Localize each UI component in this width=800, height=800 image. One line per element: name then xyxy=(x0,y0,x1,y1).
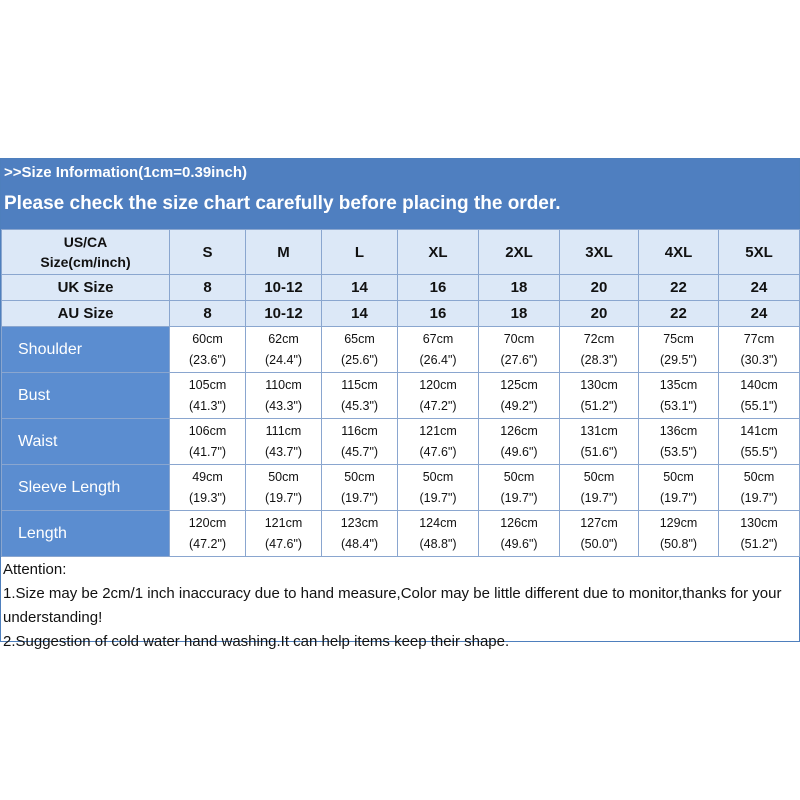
cm-value: 130cm xyxy=(740,515,778,530)
cm-value: 49cm xyxy=(192,469,223,484)
cm-value: 130cm xyxy=(580,377,618,392)
inch-value: (19.7") xyxy=(580,490,618,505)
inch-value: (50.0") xyxy=(580,536,618,551)
size-chart-panel xyxy=(0,158,800,650)
cm-value: 120cm xyxy=(419,377,457,392)
cm-value: 135cm xyxy=(659,377,698,392)
measurement-row xyxy=(2,465,800,511)
measurement-label: Bust xyxy=(2,373,170,419)
measurement-cell xyxy=(479,419,560,465)
measurement-cell xyxy=(398,465,479,511)
cm-value: 136cm xyxy=(659,423,698,438)
inch-value: (45.3") xyxy=(340,398,379,413)
note-measure-accuracy: 1.Size may be 2cm/1 inch inaccuracy due to hand measure,Color may be little different due to monitor,thanks for your understanding! xyxy=(3,585,782,626)
inch-value: (47.6") xyxy=(264,536,303,551)
measurement-cell xyxy=(398,373,479,419)
cm-value: 50cm xyxy=(583,469,615,484)
measurement-cell xyxy=(639,465,719,511)
inch-value: (26.4") xyxy=(419,352,457,367)
cm-value: 120cm xyxy=(188,515,227,530)
inch-value: (23.6") xyxy=(188,352,227,367)
cm-value: 75cm xyxy=(663,331,694,346)
cm-value: 121cm xyxy=(419,423,457,438)
au-size-cell: 18 xyxy=(479,301,560,327)
inch-value: (43.7") xyxy=(264,444,303,459)
uk-size-cell: 18 xyxy=(479,275,560,301)
measurement-cell xyxy=(246,511,322,557)
uk-size-cell: 8 xyxy=(170,275,246,301)
measurement-cell xyxy=(170,327,246,373)
cm-value: 115cm xyxy=(341,377,378,392)
measurement-cell xyxy=(322,465,398,511)
measurement-cell xyxy=(170,465,246,511)
measurement-cell xyxy=(398,419,479,465)
inch-value: (55.1") xyxy=(740,398,778,413)
attention-notes xyxy=(1,557,799,654)
cm-value: 50cm xyxy=(422,469,454,484)
measurement-cell xyxy=(246,373,322,419)
measurement-cell xyxy=(719,327,800,373)
measurement-cell xyxy=(322,419,398,465)
size-header-cell: 3XL xyxy=(560,230,639,275)
inch-value: (47.6") xyxy=(419,444,457,459)
inch-value: (47.2") xyxy=(419,398,457,413)
measurement-cell xyxy=(560,511,639,557)
cm-value: 140cm xyxy=(740,377,778,392)
measurement-cell xyxy=(639,511,719,557)
uk-size-cell: 20 xyxy=(560,275,639,301)
au-size-cell: 14 xyxy=(322,301,398,327)
cm-value: 131cm xyxy=(580,423,618,438)
measurement-cell xyxy=(170,419,246,465)
size-header-cell: 4XL xyxy=(639,230,719,275)
inch-value: (48.8") xyxy=(419,536,457,551)
cm-value: 124cm xyxy=(419,515,457,530)
au-size-cell: 22 xyxy=(639,301,719,327)
measurement-cell xyxy=(639,373,719,419)
measurement-cell xyxy=(322,327,398,373)
cm-value: 123cm xyxy=(340,515,379,530)
measurement-cell xyxy=(719,419,800,465)
inch-value: (27.6") xyxy=(500,352,538,367)
measurement-label: Shoulder xyxy=(2,327,170,373)
inch-value: (19.7") xyxy=(419,490,457,505)
cm-value: 127cm xyxy=(580,515,618,530)
measurement-cell xyxy=(719,373,800,419)
measurement-cell xyxy=(719,465,800,511)
us-size-label xyxy=(2,230,170,275)
measurement-cell xyxy=(246,465,322,511)
inch-value: (25.6") xyxy=(340,352,379,367)
cm-value: 106cm xyxy=(188,423,227,438)
inch-value: (53.1") xyxy=(659,398,698,413)
measurement-row xyxy=(2,419,800,465)
inch-value: (51.6") xyxy=(580,444,618,459)
inch-value: (29.5") xyxy=(659,352,698,367)
measurement-cell xyxy=(560,419,639,465)
measurement-cell xyxy=(170,373,246,419)
note-washing: 2.Suggestion of cold water hand washing.It can help items keep their shape. xyxy=(3,633,510,650)
uk-size-cell: 16 xyxy=(398,275,479,301)
measurement-cell xyxy=(719,511,800,557)
inch-value: (47.2") xyxy=(188,536,227,551)
inch-value: (24.4") xyxy=(264,352,303,367)
cm-value: 141cm xyxy=(740,423,778,438)
au-size-row xyxy=(2,301,800,327)
inch-value: (55.5") xyxy=(740,444,778,459)
measurement-cell xyxy=(322,373,398,419)
cm-value: 50cm xyxy=(663,469,694,484)
cm-value: 105cm xyxy=(188,377,227,392)
measurement-cell xyxy=(479,465,560,511)
measurement-label: Length xyxy=(2,511,170,557)
cm-value: 62cm xyxy=(268,331,299,346)
inch-value: (49.2") xyxy=(500,398,538,413)
measurement-label: Waist xyxy=(2,419,170,465)
measurement-cell xyxy=(639,327,719,373)
cm-value: 125cm xyxy=(500,377,538,392)
inch-value: (53.5") xyxy=(659,444,698,459)
au-size-cell: 20 xyxy=(560,301,639,327)
au-size-cell: 10-12 xyxy=(246,301,322,327)
au-size-cell: 16 xyxy=(398,301,479,327)
inch-value: (19.7") xyxy=(264,490,303,505)
au-size-label: AU Size xyxy=(2,301,170,327)
measurement-cell xyxy=(479,511,560,557)
size-info-heading: >>Size Information(1cm=0.39inch) xyxy=(4,164,247,181)
inch-value: (30.3") xyxy=(740,352,778,367)
inch-value: (48.4") xyxy=(340,536,379,551)
us-size-row xyxy=(2,230,800,275)
cm-value: 77cm xyxy=(743,331,775,346)
cm-value: 129cm xyxy=(659,515,698,530)
cm-value: 65cm xyxy=(344,331,375,346)
measurement-cell xyxy=(398,511,479,557)
measurement-cell xyxy=(479,327,560,373)
us-ca-label: US/CA xyxy=(63,234,108,250)
measurement-cell xyxy=(398,327,479,373)
uk-size-cell: 10-12 xyxy=(246,275,322,301)
measurement-cell xyxy=(246,327,322,373)
measurement-row xyxy=(2,327,800,373)
cm-value: 121cm xyxy=(264,515,303,530)
cm-value: 60cm xyxy=(192,331,223,346)
inch-value: (43.3") xyxy=(264,398,303,413)
cm-value: 50cm xyxy=(344,469,375,484)
inch-value: (51.2") xyxy=(580,398,618,413)
cm-value: 72cm xyxy=(583,331,615,346)
cm-value: 50cm xyxy=(743,469,775,484)
inch-value: (19.7") xyxy=(659,490,698,505)
inch-value: (19.3") xyxy=(188,490,227,505)
measurement-cell xyxy=(560,373,639,419)
inch-value: (19.7") xyxy=(500,490,538,505)
measurement-cell xyxy=(479,373,560,419)
cm-value: 110cm xyxy=(265,377,302,392)
size-header-cell: S xyxy=(170,230,246,275)
size-header-cell: 5XL xyxy=(719,230,800,275)
inch-value: (51.2") xyxy=(740,536,778,551)
measurement-cell xyxy=(639,419,719,465)
size-header-cell: XL xyxy=(398,230,479,275)
cm-value: 50cm xyxy=(268,469,299,484)
au-size-cell: 24 xyxy=(719,301,800,327)
uk-size-cell: 24 xyxy=(719,275,800,301)
uk-size-label: UK Size xyxy=(2,275,170,301)
cm-value: 50cm xyxy=(503,469,535,484)
size-header-cell: M xyxy=(246,230,322,275)
inch-value: (45.7") xyxy=(340,444,379,459)
size-table xyxy=(1,229,800,557)
size-unit-label: Size(cm/inch) xyxy=(40,254,131,270)
measurement-cell xyxy=(322,511,398,557)
inch-value: (49.6") xyxy=(500,444,538,459)
measurement-cell xyxy=(560,327,639,373)
cm-value: 67cm xyxy=(422,331,454,346)
inch-value: (19.7") xyxy=(340,490,379,505)
cm-value: 126cm xyxy=(500,515,538,530)
inch-value: (41.7") xyxy=(188,444,227,459)
cm-value: 126cm xyxy=(500,423,538,438)
uk-size-row xyxy=(2,275,800,301)
inch-value: (50.8") xyxy=(659,536,698,551)
inch-value: (28.3") xyxy=(580,352,618,367)
inch-value: (41.3") xyxy=(188,398,227,413)
inch-value: (19.7") xyxy=(740,490,778,505)
size-header-cell: L xyxy=(322,230,398,275)
au-size-cell: 8 xyxy=(170,301,246,327)
measurement-row xyxy=(2,511,800,557)
cm-value: 111cm xyxy=(265,423,302,438)
cm-value: 116cm xyxy=(341,423,378,438)
check-size-warning: Please check the size chart carefully before placing the order. xyxy=(4,193,561,214)
measurement-cell xyxy=(560,465,639,511)
cm-value: 70cm xyxy=(503,331,535,346)
size-header-cell: 2XL xyxy=(479,230,560,275)
measurement-row xyxy=(2,373,800,419)
measurement-label: Sleeve Length xyxy=(2,465,170,511)
size-info-banner xyxy=(1,159,799,229)
uk-size-cell: 14 xyxy=(322,275,398,301)
measurement-cell xyxy=(170,511,246,557)
attention-title: Attention: xyxy=(3,561,67,578)
uk-size-cell: 22 xyxy=(639,275,719,301)
measurement-cell xyxy=(246,419,322,465)
inch-value: (49.6") xyxy=(500,536,538,551)
